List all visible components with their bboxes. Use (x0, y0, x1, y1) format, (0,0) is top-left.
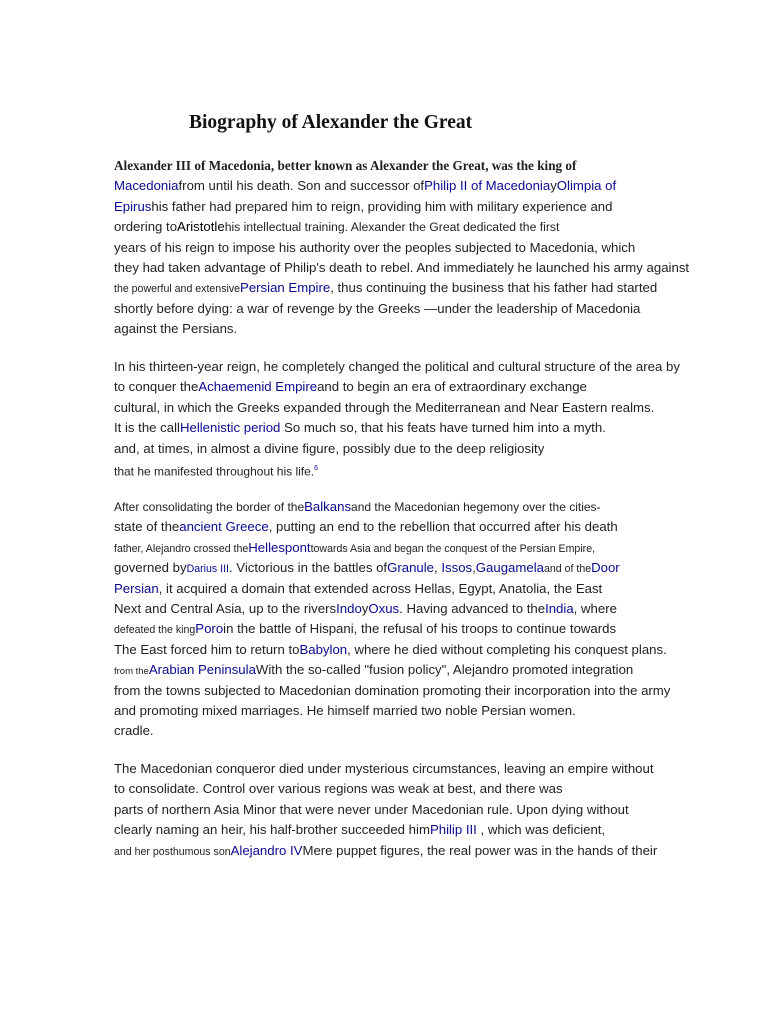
text-run: and her posthumous son (114, 845, 231, 858)
text-run: against the Persians. (114, 321, 238, 337)
paragraph-1-line (114, 218, 559, 236)
link[interactable]: Philip III (429, 822, 477, 838)
paragraph-3-line (114, 722, 154, 740)
text-run: , it acquired a domain that extended across Hellas, Egypt, Anatolia, the East (158, 580, 603, 596)
text-run: and to begin an era of extraordinary exchange (317, 379, 587, 395)
link[interactable]: Oxus (368, 601, 400, 616)
text-run: y (550, 178, 557, 194)
footnote-ref[interactable]: 6 (314, 465, 319, 472)
text-run: In his thirteen-year reign, he completely changed the political and cultural structure of the area by (114, 359, 680, 374)
link[interactable]: Issos (441, 560, 473, 576)
text-run: and of the (543, 563, 592, 576)
link[interactable]: Persian Empire (240, 280, 331, 296)
text-run: to consolidate. Control over various regions was weak at best, and there was (114, 781, 563, 797)
text-run: , where (573, 601, 617, 616)
paragraph-3-line (114, 518, 618, 536)
text-run: , where he died without completing his conquest plans. (347, 641, 667, 657)
text-run: With the so-called "fusion policy", Alejandro promoted integration (255, 662, 634, 678)
text-run: parts of northern Asia Minor that were never under Macedonian rule. Upon dying without (114, 801, 629, 817)
link[interactable]: ancient Greece (179, 519, 269, 535)
text-run: Aristotle (177, 219, 225, 235)
text-run: in the battle of Hispani, the refusal of his troops to continue towards (223, 621, 617, 637)
paragraph-1-line (114, 157, 576, 175)
text-run: shortly before dying: a war of revenge by the Greeks —under the leadership of Macedonia (114, 300, 641, 316)
link[interactable]: Gaugamela (475, 560, 544, 576)
paragraph-3-line (114, 539, 595, 558)
paragraph-3-line (114, 498, 601, 516)
text-run: father, Alejandro crossed the (114, 542, 249, 555)
text-run: his intellectual training. Alexander the Great dedicated the first (224, 220, 560, 235)
text-run: that he manifested throughout his life. (114, 464, 315, 479)
paragraph-2-line (114, 378, 587, 396)
link[interactable]: Door (591, 560, 620, 576)
paragraph-2-line (114, 399, 654, 417)
text-run: . Victorious in the battles of (228, 560, 388, 576)
paragraph-3-line (114, 682, 670, 700)
link[interactable]: Babylon (299, 641, 348, 657)
page-title: Biography of Alexander the Great (189, 112, 473, 133)
text-run: cradle. (114, 723, 154, 739)
paragraph-3-line (114, 580, 602, 598)
link[interactable]: Arabian Peninsula (148, 662, 256, 678)
paragraph-1-line (114, 198, 612, 216)
paragraph-2-line (114, 419, 606, 437)
text-run: The East forced him to return to (114, 641, 300, 657)
text-run: Alexander III of Macedonia, better known as Alexander the Great, was the king of (114, 158, 577, 173)
paragraph-4-line (114, 801, 629, 819)
link[interactable]: Persian (114, 580, 159, 596)
link[interactable]: Poro (195, 621, 224, 637)
link[interactable]: Hellenistic period (179, 420, 281, 436)
paragraph-1-line (114, 239, 635, 257)
link[interactable]: Alejandro IV (230, 842, 303, 858)
text-run: years of his reign to impose his authority over the peoples subjected to Macedonia, which (114, 239, 636, 255)
paragraph-4-line (114, 842, 657, 861)
text-run: his father had prepared him to reign, providing him with military experience and (151, 198, 613, 214)
paragraph-4-line (114, 760, 654, 778)
text-run: from until his death. Son and successor of (178, 178, 425, 194)
text-run: and, at times, in almost a divine figure, possibly due to the deep religiosity (114, 440, 545, 456)
paragraph-4-line (114, 821, 605, 839)
paragraph-3-line (114, 620, 616, 639)
text-run: defeated the king (114, 624, 196, 637)
text-run: to conquer the (114, 379, 199, 395)
link[interactable]: Balkans (304, 499, 352, 514)
text-run: After consolidating the border of the (114, 500, 305, 514)
text-run: towards Asia and began the conquest of the Persian Empire, (310, 542, 596, 555)
paragraph-1-line (114, 279, 657, 298)
paragraph-2-line (114, 460, 318, 480)
link[interactable]: Indo (336, 601, 362, 616)
text-run: , (434, 560, 442, 576)
link[interactable]: Darius III (186, 563, 229, 576)
paragraph-1-line (114, 300, 640, 318)
text-run: state of the (114, 519, 180, 535)
text-run: y (361, 601, 369, 616)
text-run: . Having advanced to the (399, 601, 546, 616)
text-run: Mere puppet figures, the real power was in the hands of their (302, 842, 658, 858)
paragraph-1-line (114, 320, 237, 338)
text-run: , (472, 560, 476, 576)
text-run: clearly naming an heir, his half-brother succeeded him (114, 822, 430, 838)
text-run: from the (114, 666, 149, 678)
link[interactable]: India (545, 601, 574, 616)
text-run: governed by (114, 560, 187, 576)
link[interactable]: Achaemenid Empire (198, 379, 318, 395)
paragraph-1-line (114, 259, 689, 277)
text-run: and the Macedonian hegemony over the cities- (351, 500, 601, 514)
paragraph-4-line (114, 780, 563, 798)
paragraph-3-line (114, 661, 633, 681)
text-run: the powerful and extensive (114, 283, 241, 296)
text-run: and promoting mixed marriages. He himself married two noble Persian women. (114, 703, 576, 718)
text-run: It is the call (114, 420, 180, 436)
text-run: So much so, that his feats have turned him into a myth. (280, 420, 606, 436)
text-run: they had taken advantage of Philip's death to rebel. And immediately he launched his army against (114, 260, 690, 275)
link[interactable]: Granule (387, 560, 435, 576)
text-run: cultural, in which the Greeks expanded through the Mediterranean and Near Eastern realms. (114, 399, 655, 415)
link[interactable]: Epirus (114, 198, 152, 214)
link[interactable]: Hellespont (248, 539, 311, 555)
link[interactable]: Philip II of Macedonia (424, 178, 551, 194)
text-run: Next and Central Asia, up to the rivers (114, 601, 337, 616)
paragraph-3-line (114, 702, 576, 720)
link[interactable]: Macedonia (114, 178, 179, 194)
paragraph-3-line (114, 600, 617, 618)
paragraph-3-line (114, 641, 667, 659)
paragraph-2-line (114, 440, 544, 458)
text-run: ordering to (114, 219, 178, 235)
paragraph-3-line (114, 559, 620, 578)
text-run: The Macedonian conqueror died under mysterious circumstances, leaving an empire without (114, 761, 654, 776)
text-run: , putting an end to the rebellion that occurred after his death (268, 519, 618, 535)
text-run: from the towns subjected to Macedonian domination promoting their incorporation into the army (114, 682, 671, 698)
paragraph-1-line (114, 177, 616, 195)
paragraph-2-line (114, 358, 680, 376)
link[interactable]: Olimpia of (556, 178, 617, 194)
text-run: , which was deficient, (476, 822, 606, 838)
text-run: , thus continuing the business that his father had started (330, 280, 658, 296)
